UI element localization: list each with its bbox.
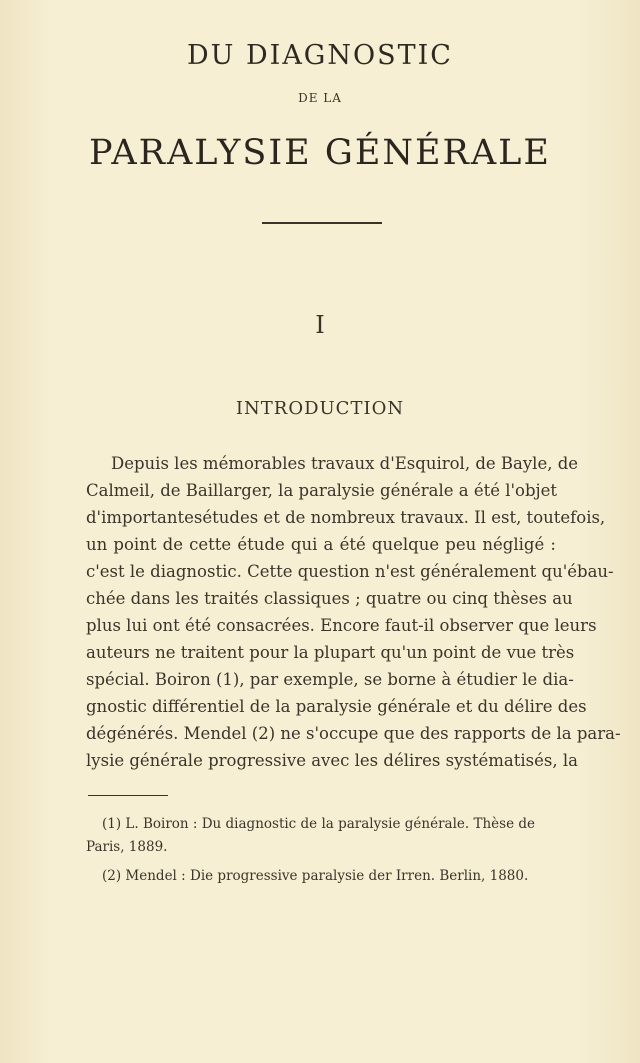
footnote-1-continued: Paris, 1889. <box>86 839 168 855</box>
footnote-rule <box>88 795 168 796</box>
body-line: Calmeil, de Baillarger, la paralysie générale a été l'objet <box>86 481 558 500</box>
body-line: d'importantesétudes et de nombreux travaux. Il est, toutefois, <box>86 508 606 527</box>
body-line: un point de cette étude qui a été quelque peu négligé : <box>86 535 556 554</box>
body-line: gnostic différentiel de la paralysie générale et du délire des <box>86 697 587 716</box>
body-line: spécial. Boiron (1), par exemple, se borne à étudier le dia- <box>86 670 574 689</box>
title-paralysie-generale: PARALYSIE GÉNÉRALE <box>89 133 551 173</box>
body-line: dégénérés. Mendel (2) ne s'occupe que des rapports de la para- <box>86 724 621 743</box>
footnotes <box>86 813 558 888</box>
title-rule <box>262 222 382 224</box>
body-line: chée dans les traités classiques ; quatre ou cinq thèses au <box>86 589 573 608</box>
footnote-2: (2) Mendel : Die progressive paralysie der Irren. Berlin, 1880. <box>102 868 529 884</box>
section-title: INTRODUCTION <box>235 398 405 419</box>
body-paragraph <box>86 450 621 774</box>
title-de-la: DE LA <box>298 91 342 105</box>
body-line: c'est le diagnostic. Cette question n'est généralement qu'ébau- <box>86 562 614 581</box>
chapter-number: I <box>315 311 325 339</box>
body-line: Depuis les mémorables travaux d'Esquirol, de Bayle, de <box>111 454 579 473</box>
body-line: lysie générale progressive avec les délires systématisés, la <box>86 751 578 770</box>
footnote-1: (1) L. Boiron : Du diagnostic de la paralysie générale. Thèse de <box>102 816 536 832</box>
title-main: DU DIAGNOSTIC <box>187 40 453 71</box>
body-line: auteurs ne traitent pour la plupart qu'un point de vue très <box>86 643 575 662</box>
body-line: plus lui ont été consacrées. Encore faut-il observer que leurs <box>86 616 597 635</box>
